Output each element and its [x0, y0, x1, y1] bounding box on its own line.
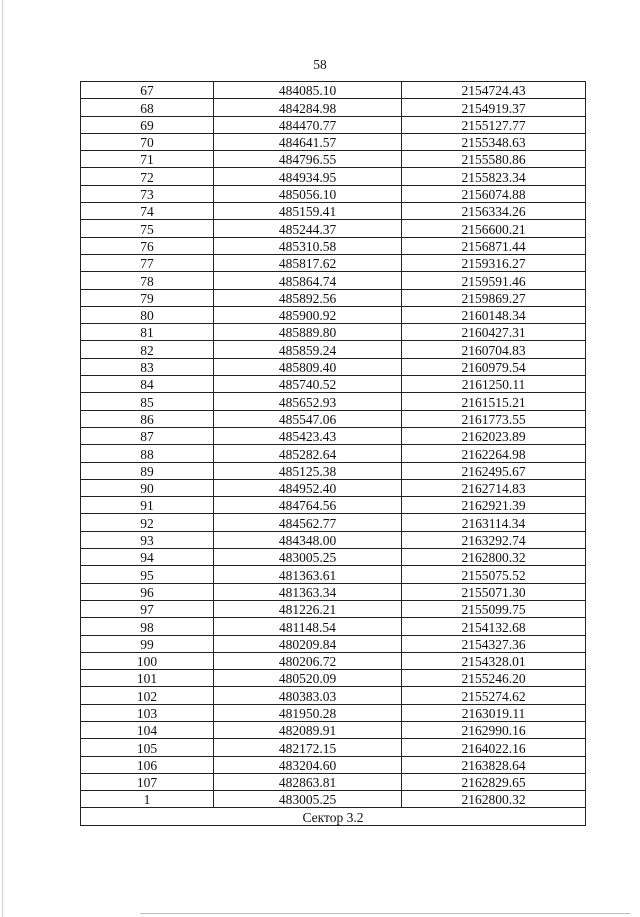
point-number-cell: 75 [81, 220, 214, 237]
table-row [81, 151, 586, 168]
y-coordinate-cell: 2161515.21 [402, 393, 586, 410]
y-coordinate-cell: 2156600.21 [402, 220, 586, 237]
x-coordinate-cell: 482172.15 [214, 739, 402, 756]
x-coordinate-cell: 485159.41 [214, 203, 402, 220]
point-number-cell: 96 [81, 583, 214, 600]
y-coordinate-cell: 2160427.31 [402, 324, 586, 341]
table-row [81, 462, 586, 479]
point-number-cell: 88 [81, 445, 214, 462]
x-coordinate-cell: 480209.84 [214, 635, 402, 652]
coordinates-table-body [81, 82, 586, 808]
point-number-cell: 107 [81, 773, 214, 790]
point-number-cell: 76 [81, 237, 214, 254]
x-coordinate-cell: 480206.72 [214, 652, 402, 669]
x-coordinate-cell: 485900.92 [214, 306, 402, 323]
x-coordinate-cell: 485547.06 [214, 410, 402, 427]
point-number-cell: 69 [81, 116, 214, 133]
table-row [81, 185, 586, 202]
point-number-cell: 68 [81, 99, 214, 116]
point-number-cell: 84 [81, 376, 214, 393]
point-number-cell: 106 [81, 756, 214, 773]
y-coordinate-cell: 2160148.34 [402, 306, 586, 323]
point-number-cell: 89 [81, 462, 214, 479]
y-coordinate-cell: 2155075.52 [402, 566, 586, 583]
x-coordinate-cell: 481363.34 [214, 583, 402, 600]
x-coordinate-cell: 482863.81 [214, 773, 402, 790]
table-row [81, 670, 586, 687]
point-number-cell: 87 [81, 427, 214, 444]
x-coordinate-cell: 485125.38 [214, 462, 402, 479]
table-row [81, 133, 586, 150]
y-coordinate-cell: 2155127.77 [402, 116, 586, 133]
y-coordinate-cell: 2161773.55 [402, 410, 586, 427]
table-row [81, 479, 586, 496]
point-number-cell: 71 [81, 151, 214, 168]
point-number-cell: 67 [81, 82, 214, 99]
point-number-cell: 99 [81, 635, 214, 652]
x-coordinate-cell: 483005.25 [214, 549, 402, 566]
table-row [81, 306, 586, 323]
x-coordinate-cell: 484085.10 [214, 82, 402, 99]
x-coordinate-cell: 485244.37 [214, 220, 402, 237]
point-number-cell: 79 [81, 289, 214, 306]
y-coordinate-cell: 2161250.11 [402, 376, 586, 393]
table-row [81, 652, 586, 669]
x-coordinate-cell: 484562.77 [214, 514, 402, 531]
x-coordinate-cell: 481226.21 [214, 600, 402, 617]
x-coordinate-cell: 485889.80 [214, 324, 402, 341]
point-number-cell: 100 [81, 652, 214, 669]
y-coordinate-cell: 2159869.27 [402, 289, 586, 306]
x-coordinate-cell: 485817.62 [214, 254, 402, 271]
table-row [81, 203, 586, 220]
point-number-cell: 105 [81, 739, 214, 756]
table-row [81, 445, 586, 462]
y-coordinate-cell: 2154327.36 [402, 635, 586, 652]
x-coordinate-cell: 484764.56 [214, 497, 402, 514]
y-coordinate-cell: 2162800.32 [402, 549, 586, 566]
table-row [81, 791, 586, 808]
x-coordinate-cell: 484934.95 [214, 168, 402, 185]
y-coordinate-cell: 2163019.11 [402, 704, 586, 721]
y-coordinate-cell: 2162264.98 [402, 445, 586, 462]
table-row [81, 773, 586, 790]
point-number-cell: 104 [81, 721, 214, 738]
table-row [81, 341, 586, 358]
x-coordinate-cell: 481148.54 [214, 618, 402, 635]
point-number-cell: 80 [81, 306, 214, 323]
table-row [81, 514, 586, 531]
y-coordinate-cell: 2159591.46 [402, 272, 586, 289]
point-number-cell: 70 [81, 133, 214, 150]
point-number-cell: 90 [81, 479, 214, 496]
point-number-cell: 97 [81, 600, 214, 617]
point-number-cell: 81 [81, 324, 214, 341]
table-row [81, 531, 586, 548]
point-number-cell: 1 [81, 791, 214, 808]
y-coordinate-cell: 2162495.67 [402, 462, 586, 479]
x-coordinate-cell: 485809.40 [214, 358, 402, 375]
y-coordinate-cell: 2162921.39 [402, 497, 586, 514]
table-row [81, 687, 586, 704]
scan-edge [2, 0, 3, 917]
point-number-cell: 93 [81, 531, 214, 548]
table-row [81, 410, 586, 427]
point-number-cell: 102 [81, 687, 214, 704]
x-coordinate-cell: 480520.09 [214, 670, 402, 687]
x-coordinate-cell: 484641.57 [214, 133, 402, 150]
table-row [81, 358, 586, 375]
y-coordinate-cell: 2155099.75 [402, 600, 586, 617]
y-coordinate-cell: 2155246.20 [402, 670, 586, 687]
table-row [81, 566, 586, 583]
y-coordinate-cell: 2160979.54 [402, 358, 586, 375]
table-row [81, 289, 586, 306]
table-row [81, 427, 586, 444]
x-coordinate-cell: 484952.40 [214, 479, 402, 496]
y-coordinate-cell: 2156334.26 [402, 203, 586, 220]
table-row [81, 393, 586, 410]
x-coordinate-cell: 481363.61 [214, 566, 402, 583]
x-coordinate-cell: 485282.64 [214, 445, 402, 462]
point-number-cell: 72 [81, 168, 214, 185]
table-row [81, 739, 586, 756]
y-coordinate-cell: 2163828.64 [402, 756, 586, 773]
x-coordinate-cell: 484470.77 [214, 116, 402, 133]
table-row [81, 99, 586, 116]
x-coordinate-cell: 485859.24 [214, 341, 402, 358]
point-number-cell: 73 [81, 185, 214, 202]
point-number-cell: 83 [81, 358, 214, 375]
point-number-cell: 92 [81, 514, 214, 531]
point-number-cell: 98 [81, 618, 214, 635]
y-coordinate-cell: 2154328.01 [402, 652, 586, 669]
y-coordinate-cell: 2162990.16 [402, 721, 586, 738]
table-row [81, 376, 586, 393]
x-coordinate-cell: 482089.91 [214, 721, 402, 738]
y-coordinate-cell: 2162800.32 [402, 791, 586, 808]
x-coordinate-cell: 485056.10 [214, 185, 402, 202]
y-coordinate-cell: 2160704.83 [402, 341, 586, 358]
y-coordinate-cell: 2154132.68 [402, 618, 586, 635]
table-row [81, 618, 586, 635]
y-coordinate-cell: 2156871.44 [402, 237, 586, 254]
y-coordinate-cell: 2162023.89 [402, 427, 586, 444]
x-coordinate-cell: 485864.74 [214, 272, 402, 289]
table-row [81, 600, 586, 617]
y-coordinate-cell: 2155348.63 [402, 133, 586, 150]
point-number-cell: 78 [81, 272, 214, 289]
y-coordinate-cell: 2156074.88 [402, 185, 586, 202]
x-coordinate-cell: 483204.60 [214, 756, 402, 773]
table-row [81, 254, 586, 271]
y-coordinate-cell: 2162829.65 [402, 773, 586, 790]
point-number-cell: 74 [81, 203, 214, 220]
table-row [81, 237, 586, 254]
y-coordinate-cell: 2155823.34 [402, 168, 586, 185]
table-row [81, 497, 586, 514]
x-coordinate-cell: 485892.56 [214, 289, 402, 306]
point-number-cell: 82 [81, 341, 214, 358]
x-coordinate-cell: 485652.93 [214, 393, 402, 410]
y-coordinate-cell: 2155071.30 [402, 583, 586, 600]
x-coordinate-cell: 484284.98 [214, 99, 402, 116]
point-number-cell: 77 [81, 254, 214, 271]
y-coordinate-cell: 2162714.83 [402, 479, 586, 496]
table-row [81, 756, 586, 773]
table-row [81, 583, 586, 600]
coordinates-table [80, 81, 586, 826]
page-number: 58 [313, 57, 327, 72]
y-coordinate-cell: 2163114.34 [402, 514, 586, 531]
sector-row [81, 808, 586, 825]
x-coordinate-cell: 484796.55 [214, 151, 402, 168]
y-coordinate-cell: 2163292.74 [402, 531, 586, 548]
y-coordinate-cell: 2154919.37 [402, 99, 586, 116]
y-coordinate-cell: 2155274.62 [402, 687, 586, 704]
point-number-cell: 103 [81, 704, 214, 721]
x-coordinate-cell: 481950.28 [214, 704, 402, 721]
y-coordinate-cell: 2159316.27 [402, 254, 586, 271]
scan-bottom-edge [140, 913, 630, 914]
table-row [81, 272, 586, 289]
table-row [81, 324, 586, 341]
x-coordinate-cell: 485740.52 [214, 376, 402, 393]
x-coordinate-cell: 480383.03 [214, 687, 402, 704]
x-coordinate-cell: 485423.43 [214, 427, 402, 444]
point-number-cell: 95 [81, 566, 214, 583]
table-row [81, 82, 586, 99]
y-coordinate-cell: 2155580.86 [402, 151, 586, 168]
table-row [81, 635, 586, 652]
y-coordinate-cell: 2154724.43 [402, 82, 586, 99]
point-number-cell: 91 [81, 497, 214, 514]
x-coordinate-cell: 483005.25 [214, 791, 402, 808]
y-coordinate-cell: 2164022.16 [402, 739, 586, 756]
x-coordinate-cell: 485310.58 [214, 237, 402, 254]
point-number-cell: 86 [81, 410, 214, 427]
point-number-cell: 101 [81, 670, 214, 687]
x-coordinate-cell: 484348.00 [214, 531, 402, 548]
table-row [81, 721, 586, 738]
point-number-cell: 94 [81, 549, 214, 566]
table-row [81, 549, 586, 566]
table-row [81, 704, 586, 721]
table-row [81, 220, 586, 237]
sector-label: Сектор 3.2 [81, 808, 586, 825]
table-row [81, 116, 586, 133]
table-row [81, 168, 586, 185]
point-number-cell: 85 [81, 393, 214, 410]
